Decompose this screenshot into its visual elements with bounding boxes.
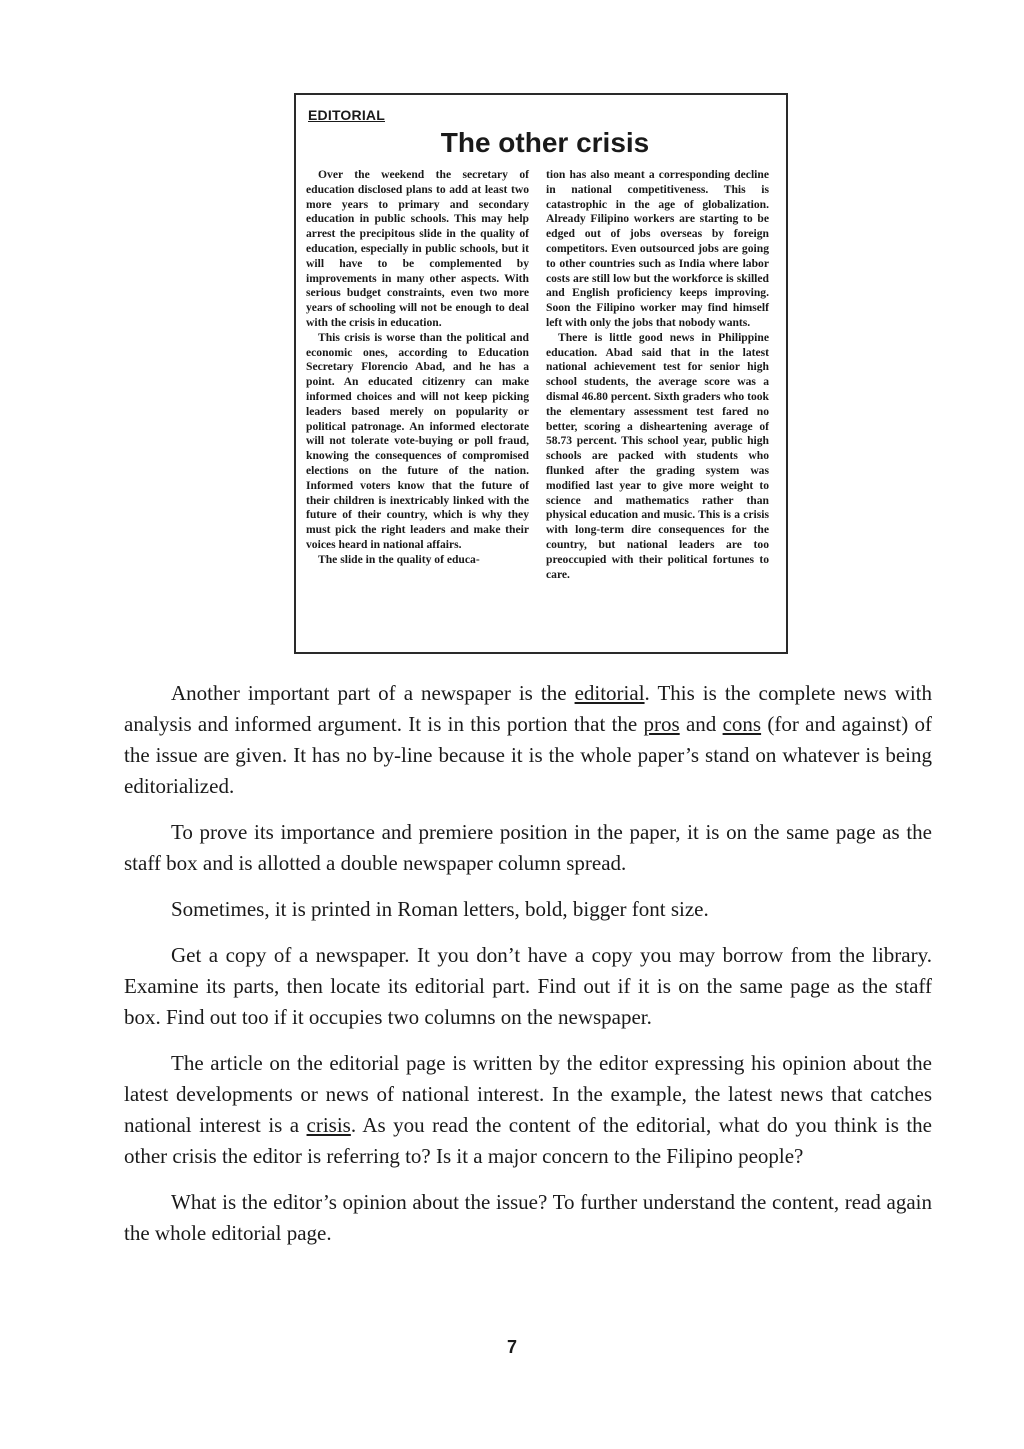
editorial-paragraph: Over the weekend the secretary of education disclosed plans to add at least two more years to primary and secondary education in public schools. This may help arrest the precipitous slide in the quality of education, especially in public schools, but it will have to be complemented by improvements in many other aspects. With serious budget constraints, even two more years of schooling will not be enough to deal with the crisis in education. <box>306 168 529 329</box>
body-paragraph: To prove its importance and premiere position in the paper, it is on the same page as the staff box and is allotted a double newspaper column spread. <box>124 820 932 875</box>
page-number: 7 <box>506 1337 517 1357</box>
term-crisis: crisis <box>306 1113 351 1137</box>
editorial-paragraph: tion has also meant a corresponding decline in national competitiveness. This is catastrophic in the age of globalization. Already Filipino workers are starting to be edged out of jobs overseas by foreign competitors. Even outsourced jobs are going to other countries such as India where labor costs are still low but the workforce is skilled and English proficiency keeps improving. Soon the Filipino worker may find himself left with only the jobs that nobody wants. <box>546 168 769 329</box>
editorial-paragraph: There is little good news in Philippine education. Abad said that in the latest national achievement test for senior high school students, the average score was a dismal 46.80 percent. Sixth graders who took the elementary assessment test fared no better, scoring a disheartening average of 58.73 percent. This school year, public high schools are packed with students who flunked after the grading system was modified last year to give more weight to science and mathematics rather than physical education and music. This is a crisis with long-term dire consequences for the country, but national leaders are too preoccupied with their political fortunes to care. <box>546 330 769 581</box>
editorial-headline: The other crisis <box>440 127 650 158</box>
editorial-paragraph: The slide in the quality of educa- <box>318 552 480 566</box>
body-paragraph: What is the editor’s opinion about the issue? To further understand the content, read again the whole editorial page. <box>124 1190 932 1245</box>
editorial-left-column <box>306 168 529 568</box>
editorial-right-column <box>546 168 769 582</box>
body-paragraph: Another important part of a newspaper is the editorial. This is the complete news with analysis and informed argument. It is in this portion that the pros and cons (for and against) of the issue are given. It has no by-line because it is the whole paper’s stand on whatever is being editorialized. <box>124 681 933 798</box>
body-paragraph: The article on the editorial page is written by the editor expressing his opinion about the latest developments or news of national interest. In the example, the latest news that catches national interest is a crisis. As you read the content of the editorial, what do you think is the other crisis the editor is referring to? Is it a major concern to the Filipino people? <box>124 1051 932 1168</box>
body-text <box>124 678 932 1264</box>
body-paragraph: Sometimes, it is printed in Roman letters, bold, bigger font size. <box>171 897 709 921</box>
editorial-clipping <box>294 93 788 654</box>
term-editorial: editorial <box>574 681 645 705</box>
term-pros: pros <box>643 712 680 736</box>
body-paragraph: Get a copy of a newspaper. It you don’t have a copy you may borrow from the library. Examine its parts, then locate its editorial part. Find out if it is on the same page as the staff box. Find out too if it occupies two columns on the newspaper. <box>124 943 932 1029</box>
editorial-paragraph: This crisis is worse than the political and economic ones, according to Education Secretary Florencio Abad, and he has a point. An educated citizenry can make informed choices and will not keep picking leaders based merely on popularity or political patronage. An informed electorate will not tolerate vote-buying or poll fraud, knowing the consequences of compromised elections on the future of the nation. Informed voters know that the future of their children is inextricably linked with the future of their country, which is why they must pick the right leaders and make their voices heard in national affairs. <box>306 330 529 551</box>
editorial-kicker: EDITORIAL <box>308 107 385 123</box>
term-cons: cons <box>722 712 762 736</box>
